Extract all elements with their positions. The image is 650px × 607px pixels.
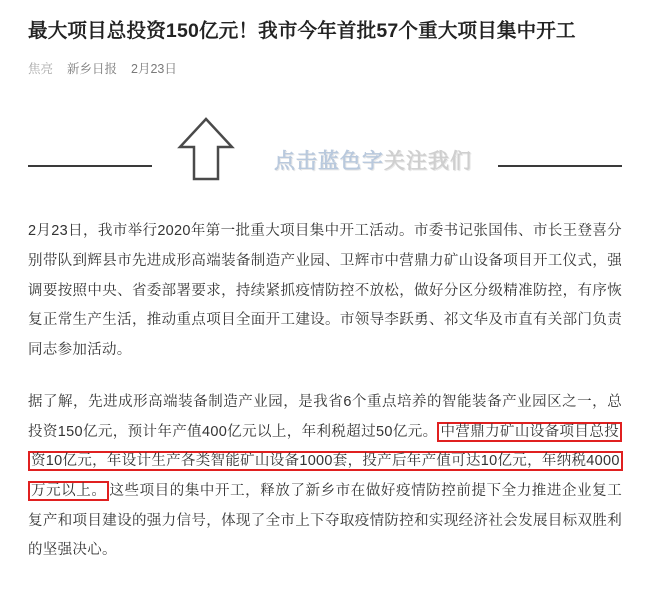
arrow-up-icon bbox=[176, 115, 236, 183]
hero-divider-right bbox=[498, 165, 622, 167]
meta-source[interactable]: 新乡日报 bbox=[67, 62, 118, 77]
meta-date: 2月23日 bbox=[131, 62, 177, 77]
hero-divider-left bbox=[28, 165, 152, 167]
article-meta bbox=[28, 59, 622, 77]
paragraph-2-lead: 据了解，先进成形高端装备制造产业园，是我省6个重点培养的智能装备产业园区之一，总投资150亿元，预计年产值400亿元以上，年利税超过50亿元。 bbox=[28, 393, 622, 440]
highlighted-passage: 中营鼎力矿山设备项目总投资10亿元，年设计生产各类智能矿山设备1000套，投产后年产值可达10亿元，年纳税4000万元以上。 bbox=[28, 422, 623, 501]
hero-follow-text bbox=[274, 145, 472, 175]
page-title: 最大项目总投资150亿元！我市今年首批57个重大项目集中开工 bbox=[28, 20, 576, 42]
article-body bbox=[28, 217, 622, 566]
meta-author: 焦亮 bbox=[28, 62, 54, 77]
paragraph-2-tail: 这些项目的集中开工，释放了新乡市在做好疫情防控前提下全力推进企业复工复产和项目建设的强力信号，体现了全市上下夺取疫情防控和实现经济社会发展目标双胜利的坚强决心。 bbox=[28, 483, 622, 559]
hero-text-gray: 关注我们 bbox=[384, 150, 472, 174]
paragraph-1: 2月23日，我市举行2020年第一批重大项目集中开工活动。市委书记张国伟、市长王登喜分别带队到辉县市先进成形高端装备制造产业园、卫辉市中营鼎力矿山设备项目开工仪式，强调要按照中央、省委部署要求，持续紧抓疫情防控不放松，做好分区分级精准防控，有序恢复正常生产生活，推动重点项目全面开工建设。市领导李跃勇、祁文华及市直有关部门负责同志参加活动。 bbox=[28, 223, 622, 359]
hero-text-blue: 点击蓝色字 bbox=[274, 150, 384, 174]
hero-banner bbox=[28, 97, 622, 217]
paragraph-2 bbox=[28, 388, 622, 566]
